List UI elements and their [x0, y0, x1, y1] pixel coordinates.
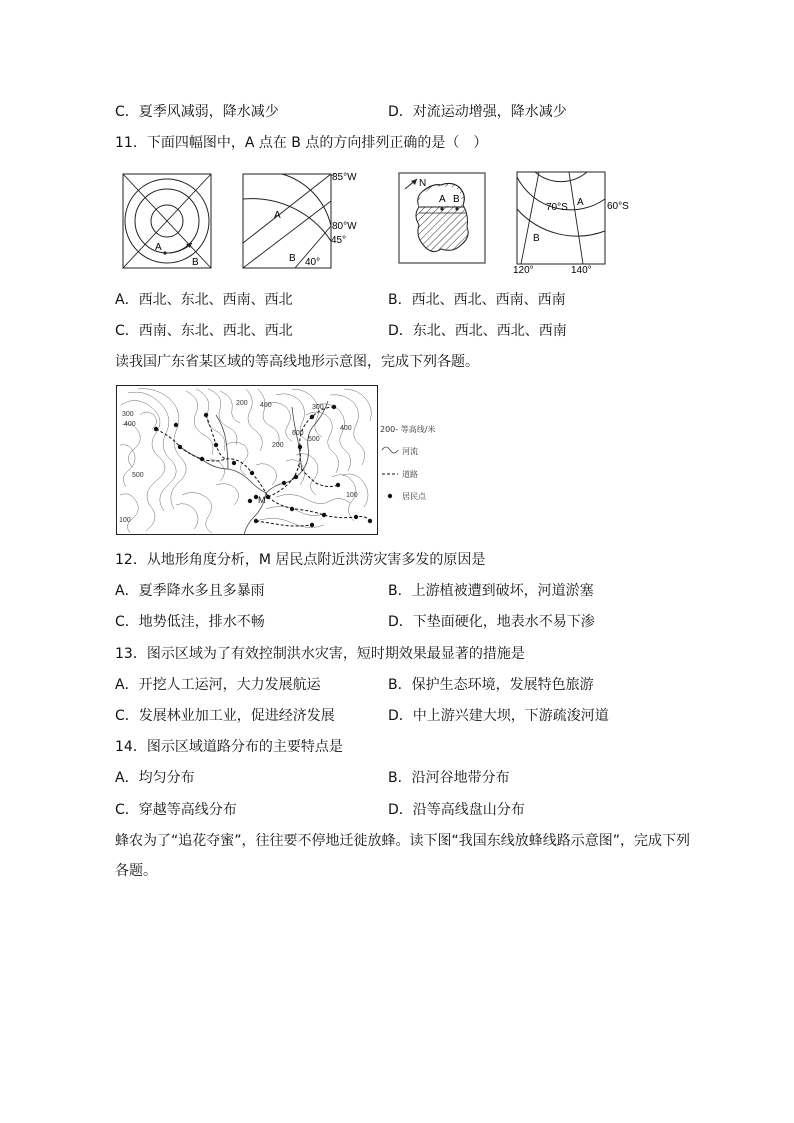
q12-stem: 12．从地形角度分析，M 居民点附近洪涝灾害多发的原因是 [115, 552, 486, 568]
fig3-label-b: B [453, 194, 460, 205]
map-contour-600: 600 [292, 430, 304, 437]
q12-option-c: C．地势低洼，排水不畅 [115, 614, 265, 630]
q14-option-d: D．沿等高线盘山分布 [388, 802, 525, 818]
q12-option-d: D．下垫面硬化，地表水不易下渗 [388, 614, 595, 630]
q11-option-d: D．东北、西北、西北、西南 [388, 323, 567, 339]
q12-option-b: B．上游植被遭到破坏，河道淤塞 [388, 583, 594, 599]
contour-map [116, 385, 378, 535]
q11-option-a: A．西北、东北、西南、西北 [115, 292, 293, 308]
fig2-lat-40: 40° [305, 257, 321, 268]
map-contour-100a: 100 [119, 517, 131, 524]
fig1-label-a: A [155, 242, 162, 253]
q10-option-d: D．对流运动增强，降水减少 [388, 104, 567, 120]
q11-stem: 11．下面四幅图中，A 点在 B 点的方向排列正确的是（ ） [115, 135, 488, 151]
bee-intro-line-2: 各题。 [115, 863, 157, 879]
q14-option-a: A．均匀分布 [115, 770, 195, 786]
q13-option-d: D．中上游兴建大坝，下游疏浚河道 [388, 708, 609, 724]
q13-option-c: C．发展林业加工业，促进经济发展 [115, 708, 335, 724]
fig3-north: N [419, 178, 427, 189]
map-contour-500a: 500 [132, 472, 144, 479]
q11-option-b: B．西北、西北、西南、西南 [388, 292, 566, 308]
legend-road: 道路 [402, 470, 418, 479]
map-contour-400b: 400 [260, 402, 272, 409]
map-intro: 读我国广东省某区域的等高线地形示意图，完成下列各题。 [115, 354, 479, 370]
q14-option-c: C．穿越等高线分布 [115, 802, 237, 818]
q13-stem: 13．图示区域为了有效控制洪水灾害，短时期效果最显著的措施是 [115, 646, 525, 662]
map-contour-300b: 300 [312, 404, 324, 411]
q11-figure-3 [397, 171, 489, 267]
q13-option-b: B．保护生态环境，发展特色旅游 [388, 677, 594, 693]
q11-figure-4 [513, 169, 643, 277]
q11-option-c: C．西南、东北、西北、西北 [115, 323, 293, 339]
legend-river: 河流 [402, 447, 418, 456]
fig4-label-a: A [577, 197, 584, 208]
map-contour-500b: 500 [308, 436, 320, 443]
fig2-label-a: A [274, 210, 281, 221]
legend-contour: 200- 等高线/米 [380, 425, 436, 434]
map-legend [380, 412, 460, 532]
fig3-label-a: A [439, 194, 446, 205]
fig4-lat-60s: 60°S [607, 201, 629, 212]
legend-river-symbol [382, 447, 398, 453]
fig1-label-b: B [192, 257, 199, 268]
map-contour-200b: 200 [272, 442, 284, 449]
legend-settlement: 居民点 [402, 492, 426, 501]
q11-figure-1 [120, 171, 216, 271]
fig2-lon-85w: 85°W [332, 172, 357, 183]
fig2-lat-45: 45° [331, 235, 347, 246]
q14-option-b: B．沿河谷地带分布 [388, 770, 510, 786]
q11-figure-2 [240, 171, 365, 271]
bee-intro-line-1: 蜂农为了“追花夺蜜”，往往要不停地迁徙放蜂。读下图“我国东线放蜂线路示意图”，完成下列 [115, 833, 691, 849]
fig4-lat-70s: 70°S [546, 202, 568, 213]
map-label-m: M [258, 495, 266, 505]
fig4-lon-140: 140° [571, 265, 592, 276]
q12-option-a: A．夏季降水多且多暴雨 [115, 583, 265, 599]
map-contour-400a: 400 [124, 421, 136, 428]
q10-option-c: C．夏季风减弱，降水减少 [115, 104, 279, 120]
fig4-lon-120: 120° [513, 265, 534, 276]
legend-settlement-symbol [388, 494, 392, 498]
fig2-lon-80w: 80°W [332, 221, 357, 232]
q13-option-a: A．开挖人工运河，大力发展航运 [115, 677, 321, 693]
fig2-label-b: B [289, 253, 296, 264]
q14-stem: 14．图示区域道路分布的主要特点是 [115, 739, 343, 755]
map-contour-400c: 400 [340, 425, 352, 432]
fig4-label-b: B [533, 233, 540, 244]
map-contour-100b: 100 [346, 492, 358, 499]
map-contour-300a: 300 [122, 411, 134, 418]
map-contour-200a: 200 [236, 400, 248, 407]
